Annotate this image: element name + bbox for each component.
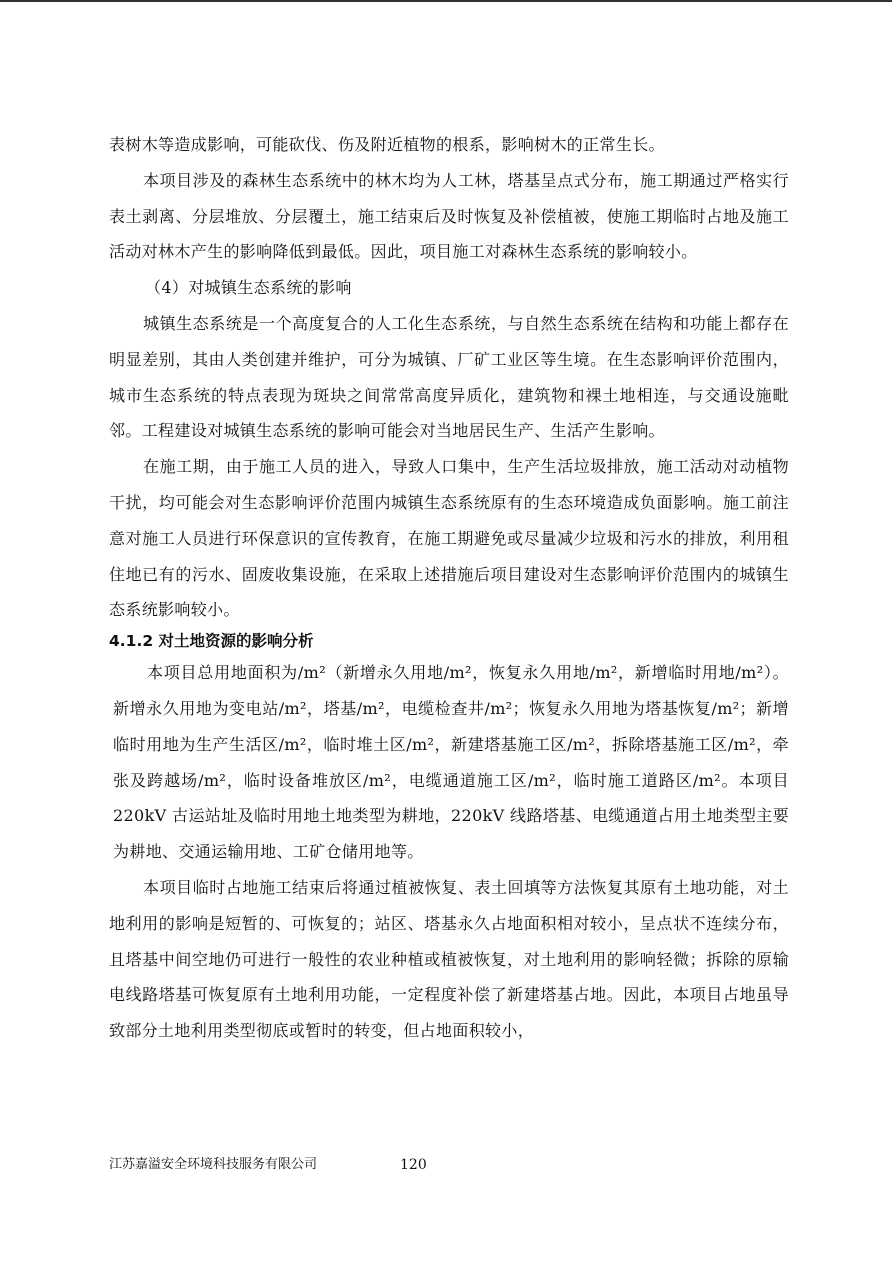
- paragraph-land-area: 本项目总用地面积为/m²（新增永久用地/m²，恢复永久用地/m²，新增临时用地/m²）。新增永久用地为变电站/m²，塔基/m²，电缆检查井/m²；恢复永久用地为塔基恢复/m²；新增临时用地为生产生活区/m²，临时堆土区/m²，新建塔基施工区/m²，拆除塔基施工区/m²，牵张及跨越场/m²，临时设备堆放区/m²，电缆通道施工区/m²，临时施工道路区/m²。本项目 220kV 古运站址及临时用地土地类型为耕地，220kV 线路塔基、电缆通道占用土地类型主要为耕地、交通运输用地、工矿仓储用地等。: [113, 663, 789, 862]
- subheading-urban-ecosystem: （4）对城镇生态系统的影响: [145, 278, 352, 298]
- paragraph-land-recovery: 本项目临时占地施工结束后将通过植被恢复、表土回填等方法恢复其原有土地功能，对土地利用的影响是短暂的、可恢复的；站区、塔基永久占地面积相对较小，呈点状不连续分布，且塔基中间空地仍可进行一般性的农业种植或植被恢复，对土地利用的影响轻微；拆除的原输电线路塔基可恢复原有土地利用功能，一定程度补偿了新建塔基占地。因此，本项目占地虽导致部分土地利用类型彻底或暂时的转变，但占地面积较小，: [109, 877, 789, 1041]
- page-footer: [109, 1153, 789, 1177]
- paragraph-forest-ecosystem: 本项目涉及的森林生态系统中的林木均为人工林，塔基呈点式分布，施工期通过严格实行表土剥离、分层堆放、分层覆土，施工结束后及时恢复及补偿植被，使施工期临时占地及施工活动对林木产生的影响降低到最低。因此，项目施工对森林生态系统的影响较小。: [109, 170, 789, 262]
- page-number: 120: [400, 1157, 427, 1173]
- paragraph-urban-ecosystem: 城镇生态系统是一个高度复合的人工化生态系统，与自然生态系统在结构和功能上都存在明显差别，其由人类创建并维护，可分为城镇、厂矿工业区等生境。在生态影响评价范围内，城市生态系统的特点表现为斑块之间常常高度异质化，建筑物和裸土地相连，与交通设施毗邻。工程建设对城镇生态系统的影响可能会对当地居民生产、生活产生影响。: [109, 313, 789, 441]
- document-body: [109, 127, 789, 1049]
- section-heading: 4.1.2 对土地资源的影响分析: [109, 632, 314, 651]
- paragraph-continuation: 表树木等造成影响，可能砍伐、伤及附近植物的根系，影响树木的正常生长。: [109, 135, 665, 154]
- top-border: [0, 0, 892, 2]
- footer-company: 江苏嘉溢安全环境科技服务有限公司: [109, 1157, 318, 1172]
- paragraph-construction-impact: 在施工期，由于施工人员的进入，导致人口集中，生产生活垃圾排放，施工活动对动植物干扰，均可能会对生态影响评价范围内城镇生态系统原有的生态环境造成负面影响。施工前注意对施工人员进行环保意识的宣传教育，在施工期避免或尽量减少垃圾和污水的排放，利用租住地已有的污水、固废收集设施，在采取上述措施后项目建设对生态影响评价范围内的城镇生态系统影响较小。: [109, 457, 789, 620]
